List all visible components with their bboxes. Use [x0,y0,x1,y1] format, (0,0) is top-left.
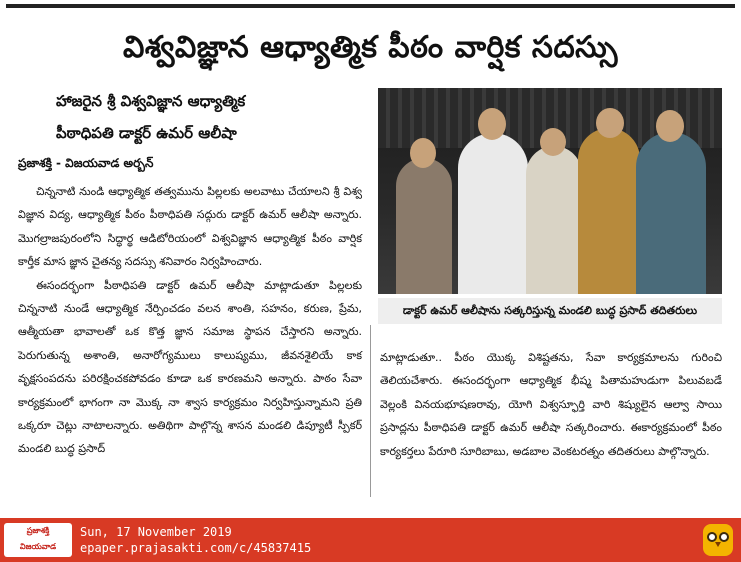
edition-date: Sun, 17 November 2019 [80,525,232,539]
footer-info [80,524,311,556]
person-figure [396,158,452,294]
logo-text-top: ప్రజాశక్తి [26,526,50,535]
column-divider [370,325,371,497]
epaper-footer [0,518,741,562]
body-paragraph: చిన్ననాటి నుండి ఆధ్యాత్మిక తత్వమును పిల్లలకు అలవాటు చేయాలని శ్రీ విశ్వ విజ్ఞాన విద్య, ఆధ్యాత్మిక పీఠం పీఠాధిపతి సద్గురు డాక్టర్ ఉమర్ ఆలీషా అన్నారు. మొగల్రాజపురంలోని సిద్ధార్థ ఆడిటోరియంలో విశ్వవిజ్ఞాన ఆధ్యాత్మిక పీఠం వార్షిక కార్తీక మాస జ్ఞాన చైతన్య సదస్సు శనివారం నిర్వహించారు. [18,185,362,269]
subheadline-line-1: హాజరైన శ్రీ విశ్వవిజ్ఞాన ఆధ్యాత్మిక [56,92,246,110]
person-head [478,108,506,140]
article-photo [378,88,722,294]
photo-caption: డాక్టర్ ఉమర్ ఆలీషాను సత్కరిస్తున్న మండలి బుద్ధ ప్రసాద్ తదితరులు [378,298,722,324]
logo-text-bottom: విజయవాడ [19,542,57,551]
owl-beak [715,542,721,547]
owl-icon[interactable] [703,524,733,556]
owl-eye-right [719,532,729,542]
byline: ప్రజాశక్తి - విజయవాడ అర్బన్ [18,156,154,170]
owl-eye-left [707,532,717,542]
subheadline-line-2: పీఠాధిపతి డాక్టర్ ఉమర్ ఆలీషా [56,124,237,142]
person-figure [578,128,640,294]
article-body-right [380,346,722,463]
article-body-left [18,180,362,461]
person-figure [458,133,528,294]
person-figure [636,132,706,294]
person-head [656,110,684,142]
person-head [596,108,624,138]
article-headline: విశ్వవిజ్ఞాన ఆధ్యాత్మిక పీఠం వార్షిక సదస్సు [123,30,618,65]
top-rule [6,4,735,8]
prajasakti-logo[interactable] [4,523,72,557]
epaper-url[interactable]: epaper.prajasakti.com/c/45837415 [80,541,312,555]
person-figure [526,146,582,294]
body-paragraph: ఈసందర్భంగా పీఠాధిపతి డాక్టర్ ఉమర్ ఆలీషా మాట్లాడుతూ పిల్లలకు చిన్ననాటి నుండే ఆధ్యాత్మిక నేర్పించడం వలన శాంతి, సహనం, కరుణ, ప్రేమ, ఆత్మీయతా భావాలతో ఒక కొత్త జ్ఞాన సమాజ స్థాపన చేస్తారని అన్నారు. పెరుగుతున్న అశాంతి, అనారోగ్యములు కాలుష్యము, జీవనశైలియే కాక వృక్షసంపదను పరిరక్షించకపోవడం కూడా ఒక కారణమని అన్నారు. పాఠం సేవా కార్యక్రమంలో భాగంగా నా మొక్క నా శ్వాస కార్యక్రమం నిర్వహిస్తున్నామని ప్రతి ఒక్కరూ చెట్లు నాటాలన్నారు. అతిథిగా పాల్గొన్న శాసన మండలి డిప్యూటీ స్పీకర్ మండలి బుద్ధ ప్రసాద్ [18,278,362,456]
person-head [410,138,436,168]
body-paragraph: మాట్లాడుతూ.. పీఠం యొక్క విశిష్టతను, సేవా కార్యక్రమాలను గురించి తెలియచేశారు. ఈసందర్భంగా ఆధ్యాత్మిక భీష్మ పితామహుడుగా పిలువబడే వెల్లంకి వినయభూషణరావు, యోగి విశ్వస్ఫూర్తి వారి శిష్యులైన ఆల్వా సాయి ప్రసాద్లను పీఠాధిపతి డాక్టర్ ఉమర్ ఆలీషా సత్కరించారు. ఈకార్యక్రమంలో పీఠం కార్యకర్తలు పేరూరి సూరిబాబు, అడబాల వెంకటరత్నం తదితరులు పాల్గొన్నారు. [380,351,722,458]
person-head [540,128,566,156]
